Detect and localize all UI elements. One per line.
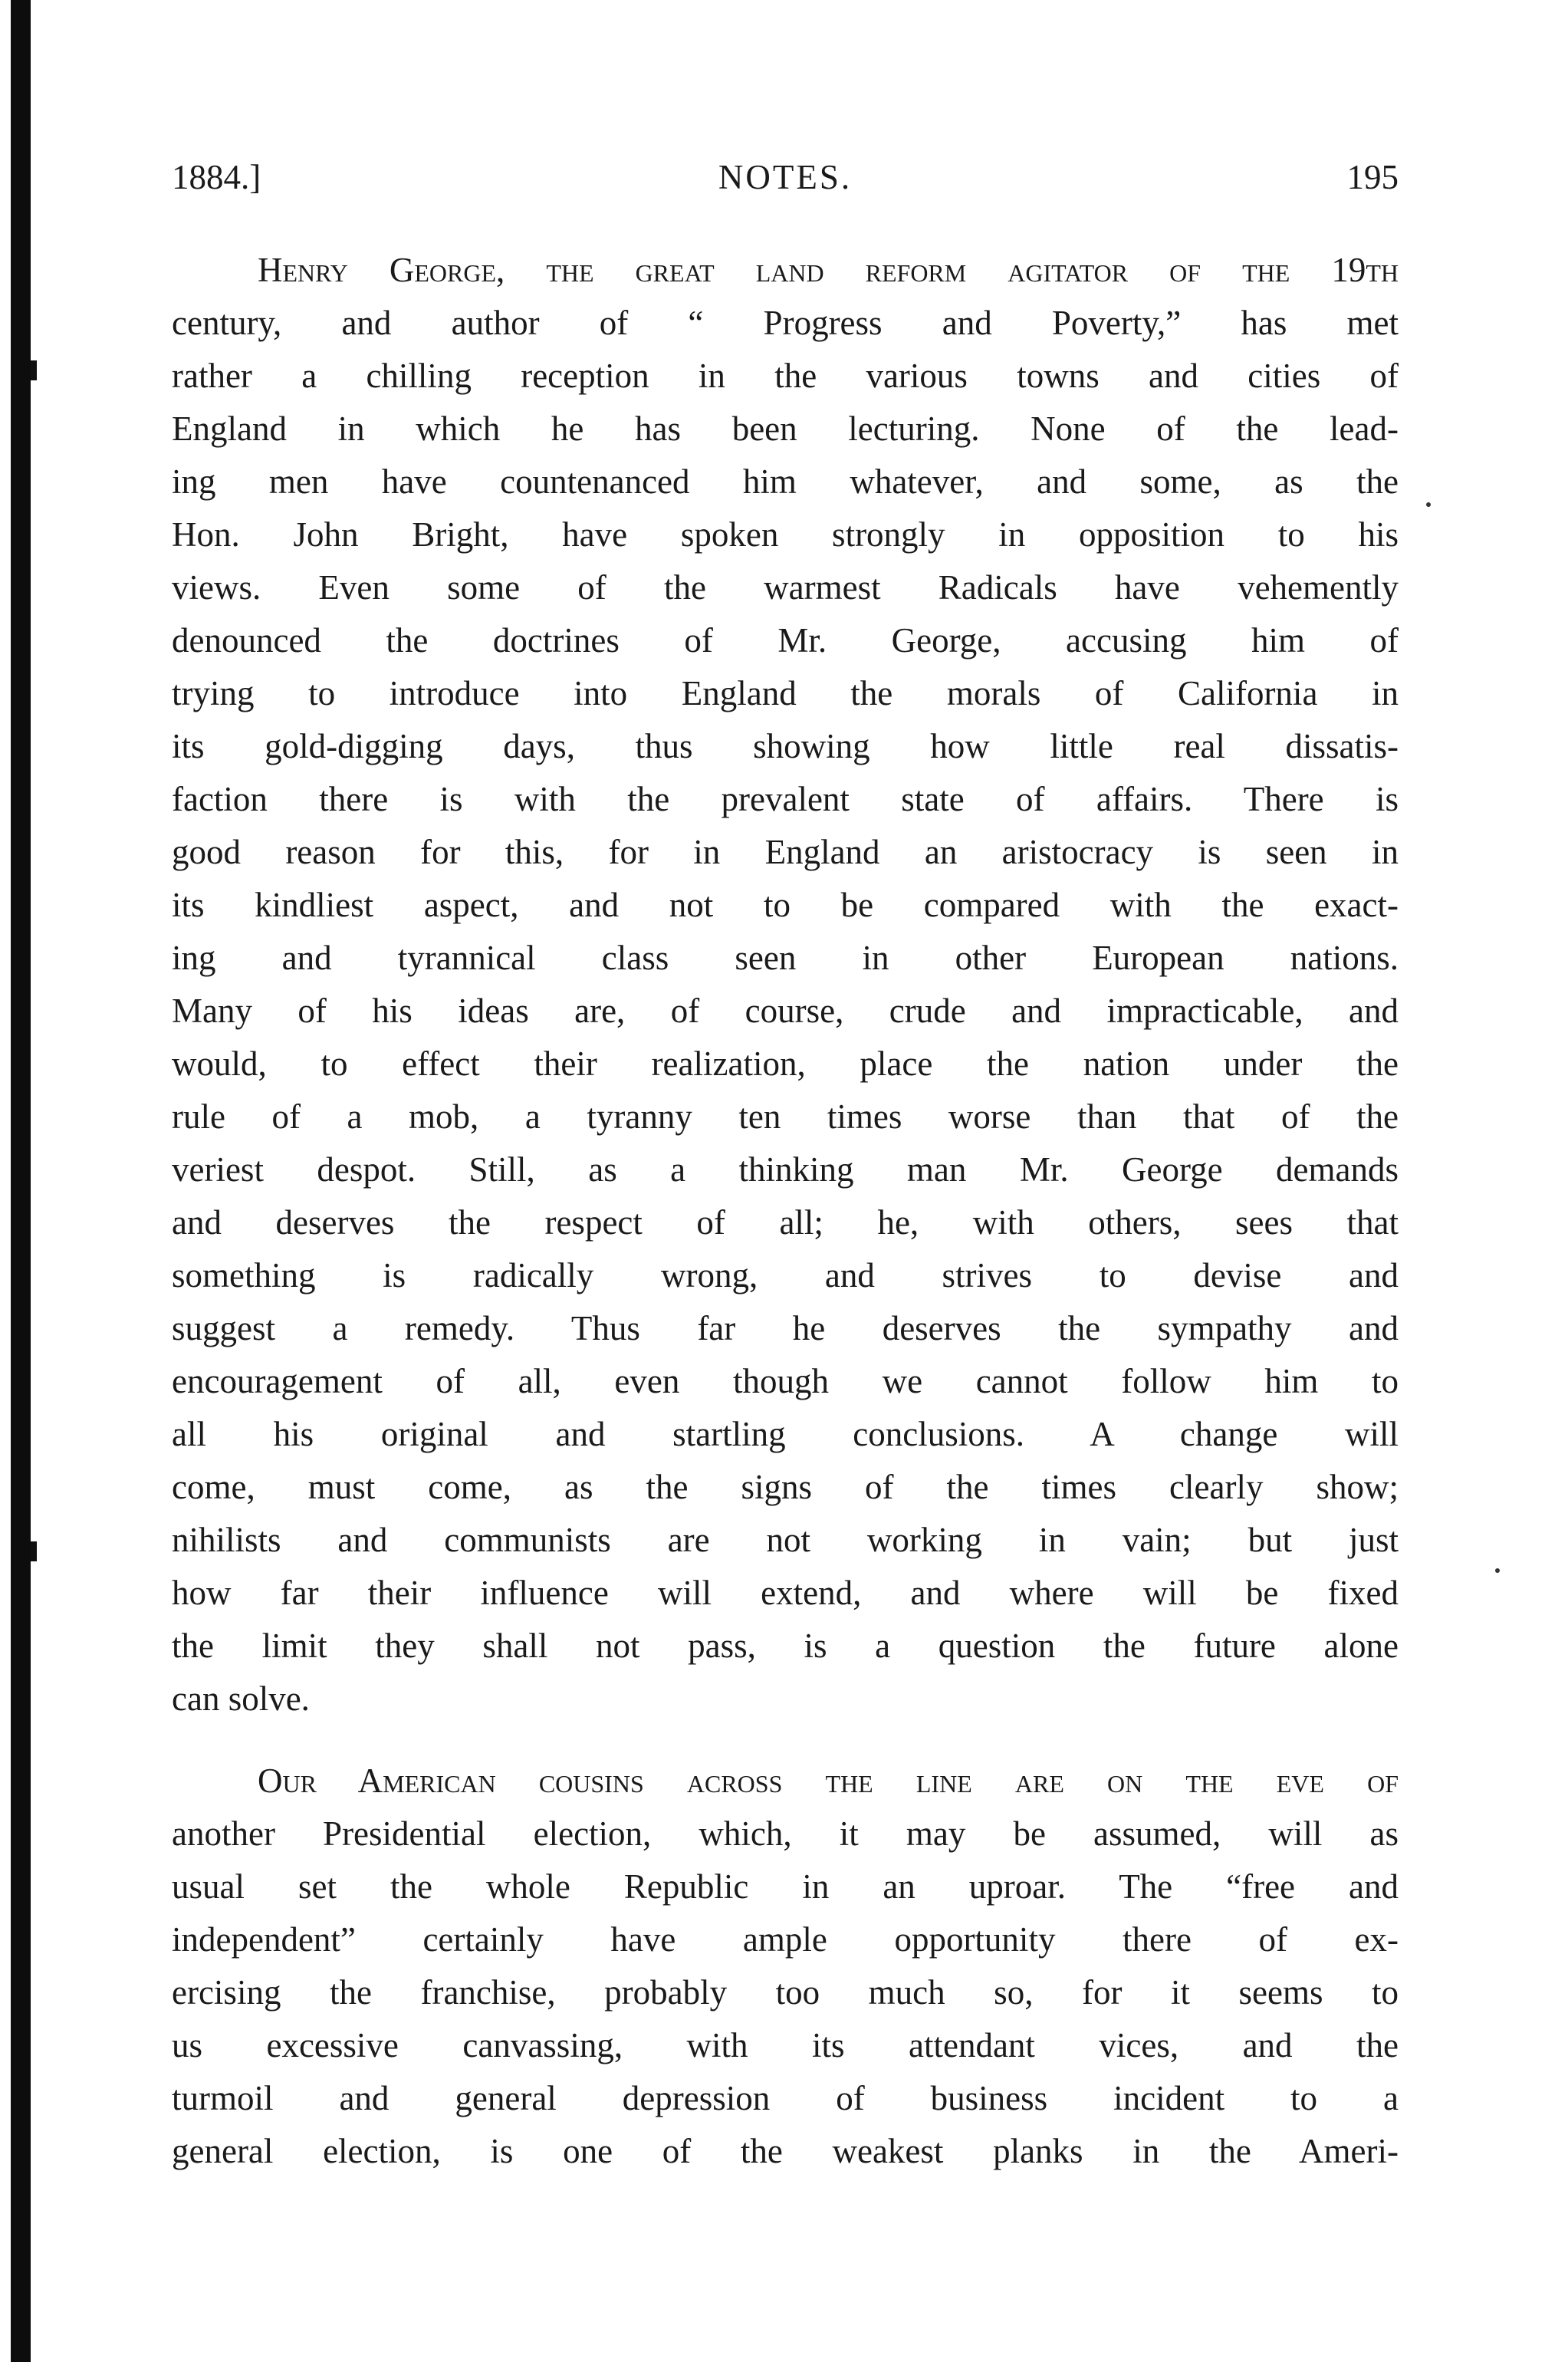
text-line: century, and author of “ Progress and Poverty,” has met xyxy=(172,304,1399,342)
text-line: trying to introduce into England the morals of California in xyxy=(172,674,1399,712)
page-binding-edge xyxy=(11,0,31,2362)
text-line: rule of a mob, a tyranny ten times worse than that of the xyxy=(172,1097,1399,1136)
header-year: 1884.] xyxy=(172,158,261,196)
text-line: faction there is with the prevalent state of affairs. There is xyxy=(172,780,1399,818)
text-line: ercising the franchise, probably too much so, for it seems to xyxy=(172,1973,1399,2012)
text-line: us excessive canvassing, with its attendant vices, and the xyxy=(172,2026,1399,2064)
text-line: the limit they shall not pass, is a question the future alone xyxy=(172,1627,1399,1665)
text-line: general election, is one of the weakest planks in the Ameri- xyxy=(172,2132,1399,2170)
text-line: views. Even some of the warmest Radicals have vehemently xyxy=(172,568,1399,607)
text-line: veriest despot. Still, as a thinking man Mr. George demands xyxy=(172,1150,1399,1189)
text-line: ing and tyrannical class seen in other European nations. xyxy=(172,939,1399,977)
text-line: its gold-digging days, thus showing how little real dissatis- xyxy=(172,727,1399,765)
text-line: nihilists and communists are not working in vain; but just xyxy=(172,1521,1399,1559)
text-line: how far their influence will extend, and where will be fixed xyxy=(172,1574,1399,1612)
text-line: turmoil and general depression of business incident to a xyxy=(172,2079,1399,2117)
text-line: another Presidential election, which, it may be assumed, will as xyxy=(172,1814,1399,1853)
binding-notch xyxy=(31,1541,37,1561)
text-line: Henry George, the great land reform agitator of the 19th xyxy=(258,251,1399,289)
text-line: Our American cousins across the line are on the eve of xyxy=(258,1762,1399,1800)
text-line: come, must come, as the signs of the times clearly show; xyxy=(172,1468,1399,1506)
text-line: its kindliest aspect, and not to be compared with the exact- xyxy=(172,886,1399,924)
text-line: something is radically wrong, and strives to devise and xyxy=(172,1256,1399,1294)
ink-speck xyxy=(1426,502,1431,507)
text-line: denounced the doctrines of Mr. George, accusing him of xyxy=(172,621,1399,660)
binding-notch xyxy=(31,360,37,380)
ink-speck xyxy=(1495,1568,1500,1573)
text-line: all his original and startling conclusions. A change will xyxy=(172,1415,1399,1453)
text-line: Many of his ideas are, of course, crude and impracticable, and xyxy=(172,992,1399,1030)
text-line: England in which he has been lecturing. None of the lead- xyxy=(172,410,1399,448)
running-head xyxy=(172,157,1399,203)
text-line: suggest a remedy. Thus far he deserves the sympathy and xyxy=(172,1309,1399,1347)
text-line: and deserves the respect of all; he, with others, sees that xyxy=(172,1203,1399,1242)
header-title: NOTES. xyxy=(718,158,853,196)
text-line: Hon. John Bright, have spoken strongly in opposition to his xyxy=(172,515,1399,554)
text-line: encouragement of all, even though we cannot follow him to xyxy=(172,1362,1399,1400)
text-line: independent” certainly have ample opportunity there of ex- xyxy=(172,1920,1399,1959)
text-line: good reason for this, for in England an aristocracy is seen in xyxy=(172,833,1399,871)
text-line: would, to effect their realization, place the nation under the xyxy=(172,1044,1399,1083)
text-line: rather a chilling reception in the various towns and cities of xyxy=(172,357,1399,395)
paragraph-american-election xyxy=(172,1755,1399,2178)
text-line: ing men have countenanced him whatever, and some, as the xyxy=(172,462,1399,501)
text-line: usual set the whole Republic in an uproar. The “free and xyxy=(172,1867,1399,1906)
paragraph-henry-george xyxy=(172,244,1399,1725)
page-number: 195 xyxy=(1346,158,1399,196)
text-line: can solve. xyxy=(172,1679,310,1718)
